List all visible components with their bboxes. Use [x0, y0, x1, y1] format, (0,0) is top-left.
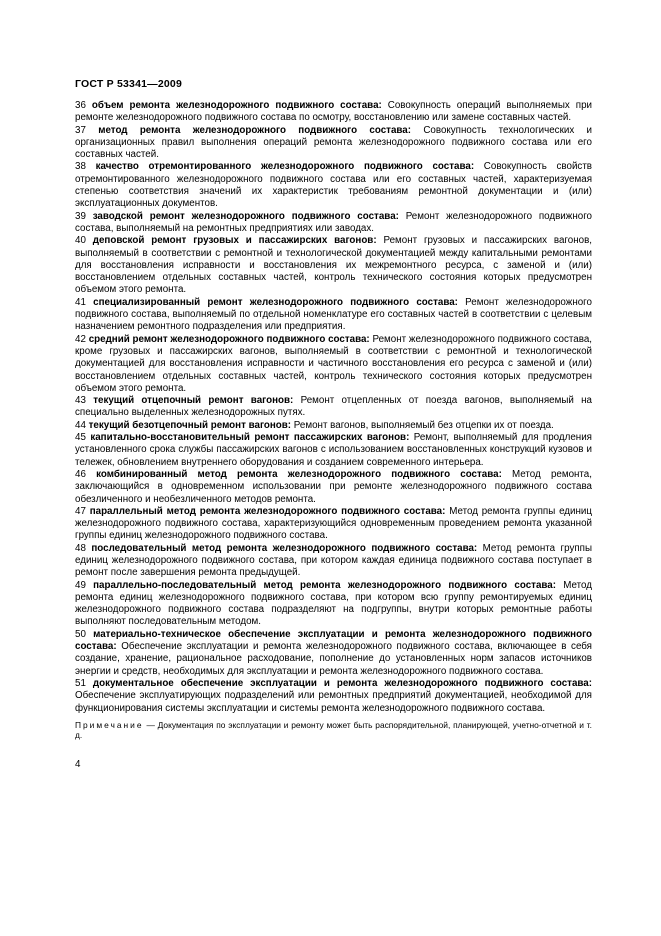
terms-list	[75, 100, 592, 715]
term-item	[75, 297, 592, 334]
term-definition: Ремонт железнодорожного подвижного состава, кроме грузовых и пассажирских вагонов, выполняемый в соответствии с ремонтной и технологической документацией для восстановления исправности и частичного восстановления его ресурса с заменой и (или) восстановлением отдельных составных частей, контроль технического состояния которых предусмотрен объемом этого ремонта.	[75, 333, 592, 394]
term-item	[75, 543, 592, 580]
term-name: материально-техническое обеспечение эксплуатации и ремонта железнодорожного подвижного состава:	[75, 628, 593, 653]
term-item	[75, 161, 592, 210]
term-name: параллельный метод ремонта железнодорожного подвижного состава:	[89, 505, 446, 517]
term-name: качество отремонтированного железнодорожного подвижного состава:	[95, 161, 475, 173]
term-number: 45	[75, 432, 91, 444]
term-name: метод ремонта железнодорожного подвижного состава:	[98, 124, 412, 136]
term-item	[75, 420, 592, 432]
term-item	[75, 432, 592, 469]
term-definition: Обеспечение эксплуатации и ремонта железнодорожного подвижного состава, включающее в себя создание, хранение, рациональное расходование, пополнение до установленных норм запасов источников энергии и средств, необходимых для эксплуатации и ремонта железнодорожного подвижного состава.	[75, 641, 592, 677]
term-item	[75, 395, 592, 420]
term-number: 36	[75, 100, 92, 111]
note-label: Примечание	[75, 719, 144, 730]
term-number: 41	[75, 296, 94, 308]
term-definition: Ремонт железнодорожного подвижного состава, выполняемый на ремонтных предприятиях или заводах.	[75, 210, 592, 234]
term-number: 49	[75, 579, 94, 591]
term-item	[75, 506, 592, 543]
page-number: 4	[75, 758, 81, 770]
term-definition: Ремонт железнодорожного подвижного состава, выполняемый по отдельной номенклатуре его составных частей в соответствии с целевым назначением ремонтного подразделения или предприятия.	[75, 296, 592, 333]
term-definition: Обеспечение эксплуатирующих подразделений или ремонтных предприятий документацией, необходимой для функционирования системы эксплуатации и системы ремонта железнодорожного подвижного состава.	[75, 690, 592, 714]
term-definition: Метод ремонта группы единиц железнодорожного подвижного состава, характеризующийся одновременным проведением ремонта указанной группы единиц железнодорожного подвижного состава.	[75, 505, 592, 542]
term-item	[75, 211, 592, 236]
term-name: параллельно-последовательный метод ремонта железнодорожного подвижного состава:	[93, 579, 557, 591]
term-number: 50	[75, 628, 94, 640]
page-content	[75, 78, 592, 770]
term-item	[75, 235, 592, 296]
term-number: 42	[75, 333, 89, 345]
term-number: 51	[75, 677, 93, 689]
term-definition: Метод ремонта группы единиц железнодорожного подвижного состава, при котором каждая единица подвижного состава поступает в ремонт после завершения ремонта предыдущей.	[75, 542, 593, 579]
term-number: 38	[75, 161, 96, 173]
term-number: 37	[75, 124, 99, 136]
term-number: 39	[75, 210, 93, 222]
term-item	[75, 334, 592, 395]
term-number: 44	[75, 419, 89, 431]
term-item	[75, 125, 592, 162]
term-item	[75, 678, 592, 715]
term-name: текущий безотцепочный ремонт вагонов:	[88, 419, 292, 431]
term-definition: Ремонт отцепленных от поезда вагонов, выполняемый на специально выделенных железнодорожных путях.	[75, 395, 592, 419]
term-item	[75, 469, 592, 506]
term-item	[75, 580, 592, 629]
note-text: — Документация по эксплуатации и ремонту может быть распорядительной, планирующей, учетно-отчетной и т. д.	[75, 719, 592, 741]
term-name: объем ремонта железнодорожного подвижного состава:	[91, 100, 382, 111]
term-number: 40	[75, 235, 93, 247]
term-item	[75, 629, 592, 678]
note	[75, 720, 592, 741]
term-number: 43	[75, 395, 94, 407]
term-name: специализированный ремонт железнодорожного подвижного состава:	[93, 296, 458, 308]
term-name: последовательный метод ремонта железнодорожного подвижного состава:	[91, 542, 478, 554]
document-header: ГОСТ Р 53341—2009	[75, 78, 183, 90]
term-definition: Ремонт вагонов, выполняемый без отцепки их от поезда.	[291, 419, 554, 431]
term-definition: Совокупность свойств отремонтированного железнодорожного подвижного состава или его составных частей, характеризуемая степенью соответствия значений их характеристик требованиям ремонтной документации и (или) эксплуатационных документов.	[75, 161, 593, 210]
term-item	[75, 100, 592, 125]
term-name: заводской ремонт железнодорожного подвижного состава:	[92, 210, 399, 222]
term-name: текущий отцепочный ремонт вагонов:	[93, 395, 294, 407]
term-definition: Ремонт, выполняемый для продления установленного срока службы пассажирских вагонов с использованием восстановленных конструкций кузовов и тележек, обновлением внутреннего оборудования и созданием современного интерьера.	[75, 432, 592, 468]
term-name: комбинированный метод ремонта железнодорожного подвижного состава:	[96, 468, 502, 480]
term-name: деповской ремонт грузовых и пассажирских вагонов:	[92, 235, 377, 247]
term-definition: Метод ремонта, заключающийся в одновременном использовании при ремонте железнодорожного подвижного состава обезличенного и необезличенного методов ремонта.	[75, 468, 592, 505]
term-definition: Совокупность технологических и организационных правил выполнения операций ремонта железнодорожного подвижного состава или его составных частей.	[75, 124, 593, 161]
term-number: 48	[75, 542, 92, 554]
term-definition: Совокупность операций выполняемых при ремонте железнодорожного подвижного состава по осмотру, восстановлению или замене составных частей.	[75, 100, 593, 124]
term-name: капитально-восстановительный ремонт пассажирских вагонов:	[90, 432, 410, 444]
term-name: документальное обеспечение эксплуатации и ремонта железнодорожного подвижного состава:	[92, 677, 593, 689]
term-number: 47	[75, 505, 90, 517]
term-number: 46	[75, 468, 97, 480]
term-definition: Метод ремонта единиц железнодорожного подвижного состава, при котором всю группу ремонтируемых единиц железнодорожного подвижного состава подразделяют на подгруппы, внутри которых ремонтные работы выполняют последовательным методом.	[75, 579, 592, 628]
term-name: средний ремонт железнодорожного подвижного состава:	[88, 333, 370, 345]
term-definition: Ремонт грузовых и пассажирских вагонов, выполняемый в соответствии с ремонтной и технологической документацией между капитальными ремонтами для восстановления исправности и восстановления их межремонтного ресурса, с заменой и (или) восстановлением отдельных составных частей, контроль технического состояния которых предусмотрен объемом этого ремонта.	[75, 235, 592, 296]
